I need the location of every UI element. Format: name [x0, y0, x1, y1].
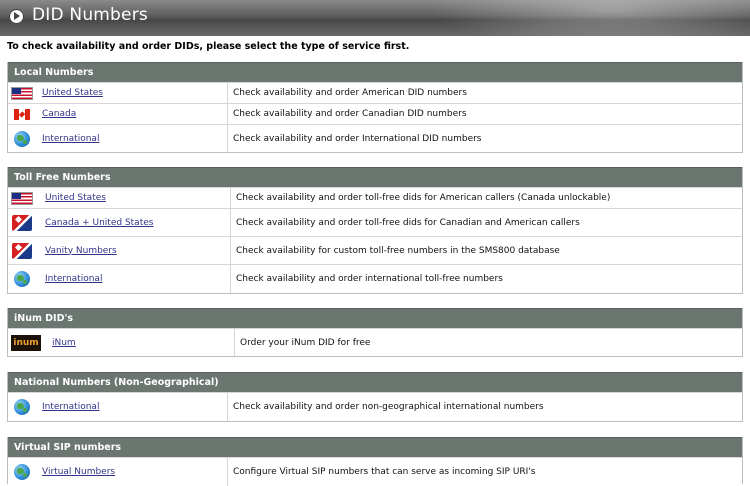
row-description: Order your iNum DID for free — [240, 337, 371, 348]
row-description: Check availability and order International DID numbers — [233, 133, 482, 144]
intro-text: To check availability and order DIDs, please select the type of service first. — [7, 41, 410, 52]
inum-logo-icon: inum — [11, 335, 41, 351]
section-title: iNum DID's — [8, 308, 742, 328]
tollfree-united-states-link[interactable]: United States — [45, 193, 106, 203]
us-flag-icon — [11, 87, 33, 100]
row-description: Check availability and order toll-free dids for Canadian and American callers — [236, 217, 580, 228]
us-flag-icon — [11, 192, 33, 205]
list-item — [8, 392, 742, 421]
row-description: Check availability and order non-geographical international numbers — [233, 402, 544, 412]
tollfree-canada-us-link[interactable]: Canada + United States — [45, 217, 154, 228]
list-item — [8, 187, 742, 208]
list-item — [8, 103, 742, 124]
tollfree-international-link[interactable]: International — [45, 274, 103, 284]
section-inum-dids — [7, 308, 743, 357]
section-title: Virtual SIP numbers — [8, 437, 742, 457]
globe-icon — [14, 464, 30, 480]
list-item — [8, 328, 742, 356]
tollfree-vanity-numbers-link[interactable]: Vanity Numbers — [45, 245, 117, 256]
section-virtual-sip-numbers — [7, 437, 743, 484]
list-item — [8, 124, 742, 152]
national-international-link[interactable]: International — [42, 402, 100, 412]
virtual-numbers-link[interactable]: Virtual Numbers — [42, 467, 116, 477]
header-sheen — [430, 0, 750, 36]
local-united-states-link[interactable]: United States — [42, 88, 103, 98]
row-description: Check availability and order American DID numbers — [233, 88, 467, 98]
list-item — [8, 236, 742, 264]
row-description: Check availability and order Canadian DID numbers — [233, 109, 467, 119]
local-canada-link[interactable]: Canada — [42, 109, 77, 119]
globe-icon — [14, 271, 30, 287]
list-item — [8, 264, 742, 293]
section-title: National Numbers (Non-Geographical) — [8, 372, 742, 392]
section-local-numbers — [7, 62, 743, 153]
canada-us-flag-icon — [12, 215, 32, 231]
list-item — [8, 457, 742, 486]
row-description: Configure Virtual SIP numbers that can serve as incoming SIP URI's — [233, 467, 536, 477]
list-item — [8, 82, 742, 103]
local-international-link[interactable]: International — [42, 133, 100, 144]
row-description: Check availability and order toll-free dids for American callers (Canada unlockable) — [236, 193, 611, 203]
row-description: Check availability and order international toll-free numbers — [236, 274, 503, 284]
section-title: Local Numbers — [8, 62, 742, 82]
section-title: Toll Free Numbers — [8, 167, 742, 187]
arrow-right-icon — [9, 9, 24, 24]
page-header — [0, 0, 750, 36]
page-title: DID Numbers — [32, 5, 148, 25]
inum-link[interactable]: iNum — [52, 337, 76, 348]
globe-icon — [14, 131, 30, 147]
list-item — [8, 208, 742, 236]
canada-flag-icon — [14, 109, 30, 120]
globe-icon — [14, 399, 30, 415]
row-description: Check availability for custom toll-free numbers in the SMS800 database — [236, 245, 560, 256]
canada-us-flag-icon — [12, 243, 32, 259]
section-toll-free-numbers — [7, 167, 743, 294]
section-national-numbers — [7, 372, 743, 422]
